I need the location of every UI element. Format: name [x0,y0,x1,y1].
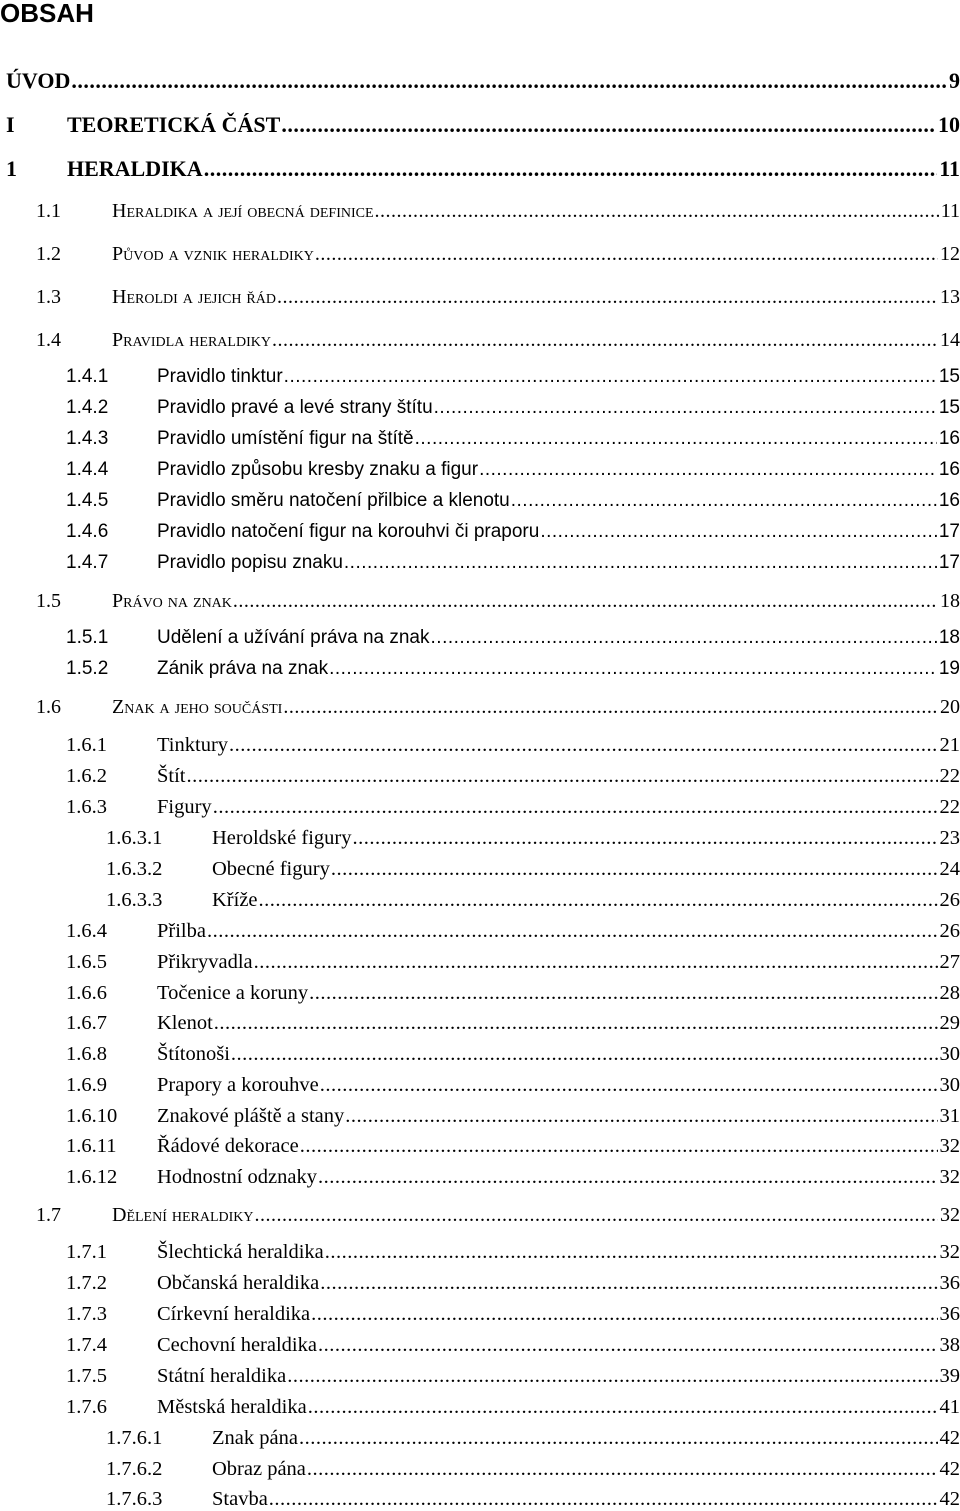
toc-title: Přikryvadla [157,951,253,973]
toc-entry[interactable] [0,68,960,94]
toc-title: Klenot [157,1012,213,1034]
toc-page: 39 [939,1365,960,1387]
toc-title: Heroldi a jejich řád [112,286,276,308]
toc-entry[interactable] [0,1204,960,1227]
toc-number: 1.6.3.2 [106,858,163,880]
toc-title: Původ a vznik heraldiky [112,243,314,265]
toc-leader [277,286,938,309]
toc-leader [272,329,938,352]
toc-page: 22 [939,765,960,787]
toc-leader [229,734,937,757]
toc-title: Občanská heraldika [157,1272,320,1294]
toc-title: Dělení heraldiky [112,1204,254,1226]
toc-page: 23 [939,827,960,849]
toc-entry[interactable] [0,156,960,182]
toc-number: 1.6.3 [66,796,107,818]
toc-number: 1.7 [36,1204,61,1226]
toc-leader [344,552,937,574]
toc-entry[interactable] [0,366,960,388]
toc-page: 22 [939,796,960,818]
toc-entry[interactable] [0,765,960,788]
toc-page: 42 [939,1427,960,1449]
toc-leader [231,1043,938,1066]
toc-page: 36 [939,1303,960,1325]
toc-title: Šlechtická heraldika [157,1241,324,1263]
toc-number: 1.2 [36,243,61,265]
toc-leader [315,243,938,266]
toc-entry[interactable] [0,920,960,943]
toc-title: Pravidlo pravé a levé strany štítu [157,397,433,418]
toc-leader [308,1396,938,1419]
toc-leader [255,1204,938,1227]
toc-entry[interactable] [0,858,960,881]
toc-entry[interactable] [0,889,960,912]
toc-title: Pravidlo tinktur [157,366,283,387]
toc-page: 26 [939,889,960,911]
toc-entry[interactable] [0,200,960,223]
toc-entry[interactable] [0,552,960,574]
toc-title: Figury [157,796,212,818]
toc-title: Pravidlo směru natočení přilbice a klenotu [157,490,510,511]
toc-title: HERALDIKA [67,156,203,181]
toc-page: 21 [939,734,960,756]
toc-number: 1.6.2 [66,765,107,787]
toc-number: 1.4.6 [66,521,109,542]
toc-title: Pravidlo popisu znaku [157,552,343,573]
toc-leader [207,920,938,943]
toc-number: 1.4.5 [66,490,109,511]
toc-entry[interactable] [0,521,960,543]
toc-page: 28 [939,982,960,1004]
toc-entry[interactable] [0,397,960,419]
toc-title: Cechovní heraldika [157,1334,317,1356]
toc-page: 16 [938,490,960,511]
toc-number: 1.4.3 [66,428,109,449]
toc-page: 42 [939,1488,960,1510]
toc-title: Udělení a užívání práva na znak [157,627,430,648]
toc-title: Hodnostní odznaky [157,1166,317,1188]
toc-page: 10 [938,112,960,137]
toc-leader [415,428,937,450]
toc-page: 16 [938,428,960,449]
toc-leader [309,982,937,1005]
toc-entry[interactable] [0,1074,960,1097]
toc-title: Prapory a korouhve [157,1074,319,1096]
toc-title: ÚVOD [6,68,71,93]
toc-title: Právo na znak [112,590,232,612]
toc-entry[interactable] [0,1166,960,1189]
toc-entry[interactable] [0,1427,960,1450]
toc-title: Tinktury [157,734,229,756]
toc-entry[interactable] [0,827,960,850]
toc-entry[interactable] [0,1458,960,1481]
toc-page: 9 [949,68,960,93]
toc-entry[interactable] [0,1334,960,1357]
toc-title: Pravidla heraldiky [112,329,271,351]
toc-entry[interactable] [0,1396,960,1419]
toc-number: 1.1 [36,200,61,222]
toc-number: 1.7.6 [66,1396,107,1418]
toc-leader [284,366,937,388]
toc-number: 1.7.4 [66,1334,107,1356]
toc-number: 1.7.6.2 [106,1458,163,1480]
toc-title: Obecné figury [212,858,330,880]
toc-page: 11 [940,200,960,222]
toc-number: 1.6.9 [66,1074,107,1096]
toc-page: 32 [940,1204,960,1226]
toc-leader [281,112,936,138]
toc-leader [311,1303,937,1326]
toc-leader [299,1427,938,1450]
toc-title: Přilba [157,920,206,942]
toc-entry[interactable] [0,658,960,680]
toc-page: 19 [938,658,960,679]
toc-title: Církevní heraldika [157,1303,311,1325]
toc-title: Znak a jeho součásti [112,696,283,718]
toc-page: 15 [938,366,960,387]
toc-number: 1.3 [36,286,61,308]
toc-entry[interactable] [0,590,960,613]
toc-title: Pravidlo natočení figur na korouhvi či praporu [157,521,540,542]
toc-entry[interactable] [0,459,960,481]
toc-number: 1.6.1 [66,734,107,756]
toc-number: 1.4.2 [66,397,109,418]
toc-number: 1.4.4 [66,459,109,480]
toc-title: Pravidlo umístění figur na štítě [157,428,414,449]
toc-page: 14 [940,329,960,351]
toc-leader [345,1105,937,1128]
toc-title: Zánik práva na znak [157,658,329,679]
toc-number: 1.6.11 [66,1135,117,1157]
toc-leader [318,1334,938,1357]
toc-leader [320,1074,938,1097]
toc-entry[interactable] [0,696,960,719]
toc-title: Štít [157,765,186,787]
toc-leader [259,889,938,912]
toc-entry[interactable] [0,112,960,138]
toc-number: 1.7.6.1 [106,1427,163,1449]
toc-number: 1.7.2 [66,1272,107,1294]
toc-title: Státní heraldika [157,1365,287,1387]
toc-page: 31 [939,1105,960,1127]
toc-entry[interactable] [0,1303,960,1326]
toc-title: Znak pána [212,1427,298,1449]
toc-title: Kříže [212,889,258,911]
toc-leader [204,156,938,182]
toc-entry[interactable] [0,1043,960,1066]
toc-leader [540,521,937,543]
toc-leader [307,1458,938,1481]
toc-page: 24 [939,858,960,880]
toc-leader [511,490,937,512]
toc-page: 12 [940,243,960,265]
toc-leader [269,1488,938,1511]
toc-page: 26 [939,920,960,942]
toc-entry[interactable] [0,951,960,974]
toc-page: 30 [939,1074,960,1096]
toc-leader [434,397,937,419]
toc-title: Městská heraldika [157,1396,307,1418]
toc-leader [71,68,947,94]
toc-page: 32 [939,1241,960,1263]
toc-leader [331,858,938,881]
toc-page: 36 [939,1272,960,1294]
toc-entry[interactable] [0,982,960,1005]
toc-entry[interactable] [0,1272,960,1295]
toc-page: 38 [939,1334,960,1356]
toc-leader [287,1365,937,1388]
toc-leader [300,1135,938,1158]
toc-title: Znakové pláště a stany [157,1105,345,1127]
toc-number: 1.5.2 [66,658,109,679]
toc-leader [213,796,938,819]
toc-number: 1.6.10 [66,1105,118,1127]
toc-leader [479,459,937,481]
toc-entry[interactable] [0,734,960,757]
toc-leader [254,951,938,974]
toc-title: TEORETICKÁ ČÁST [67,112,281,137]
toc-page: 29 [939,1012,960,1034]
toc-page: 17 [938,521,960,542]
toc-page: 30 [939,1043,960,1065]
toc-number: 1.4.7 [66,552,109,573]
toc-page: 11 [939,156,960,181]
toc-leader [329,658,937,680]
toc-number: 1.7.5 [66,1365,107,1387]
page-title: OBSAH [0,0,94,28]
toc-entry[interactable] [0,796,960,819]
toc-page: 18 [940,590,960,612]
toc-number: 1.5 [36,590,61,612]
toc-leader [375,200,939,223]
toc-number: 1.5.1 [66,627,109,648]
toc-entry[interactable] [0,286,960,309]
toc-number: 1.6.6 [66,982,107,1004]
toc-title: Točenice a koruny [157,982,309,1004]
toc-entry[interactable] [0,627,960,649]
toc-number: 1.4 [36,329,61,351]
toc-leader [320,1272,937,1295]
toc-leader [283,696,938,719]
toc-title: Stavba [212,1488,268,1510]
toc-page: 16 [938,459,960,480]
toc-entry[interactable] [0,1365,960,1388]
toc-number: 1.6.4 [66,920,107,942]
toc-number: 1.7.3 [66,1303,107,1325]
toc-leader [318,1166,938,1189]
toc-title: Řádové dekorace [157,1135,299,1157]
toc-page: 15 [938,397,960,418]
toc-title: Pravidlo způsobu kresby znaku a figur [157,459,479,480]
toc-title: Heroldské figury [212,827,352,849]
toc-number: 1.6.3.1 [106,827,163,849]
toc-page: 41 [939,1396,960,1418]
toc-entry[interactable] [0,243,960,266]
toc-entry[interactable] [0,329,960,352]
toc-page: 13 [940,286,960,308]
toc-entry[interactable] [0,1012,960,1035]
toc-number: 1.6.7 [66,1012,107,1034]
toc-leader [431,627,937,649]
toc-page: 17 [938,552,960,573]
toc-leader [325,1241,938,1264]
toc-number: 1.6.5 [66,951,107,973]
toc-leader [352,827,937,850]
toc-entry[interactable] [0,428,960,450]
toc-page: 42 [939,1458,960,1480]
toc-page: 32 [939,1166,960,1188]
toc-title: Heraldika a její obecná definice [112,200,374,222]
toc-number: 1.6.12 [66,1166,118,1188]
toc-leader [214,1012,938,1035]
toc-title: Štítonoši [157,1043,230,1065]
toc-title: Obraz pána [212,1458,306,1480]
toc-number: 1.6.3.3 [106,889,163,911]
toc-entry[interactable] [0,1241,960,1264]
toc-leader [233,590,938,613]
toc-entry[interactable] [0,1488,960,1511]
toc-entry[interactable] [0,490,960,512]
toc-number: 1.6.8 [66,1043,107,1065]
toc-number: I [6,112,15,137]
toc-number: 1.6 [36,696,61,718]
toc-number: 1.4.1 [66,366,109,387]
toc-page: 18 [938,627,960,648]
toc-entry[interactable] [0,1135,960,1158]
toc-page: 32 [939,1135,960,1157]
toc-entry[interactable] [0,1105,960,1128]
toc-page: 27 [939,951,960,973]
toc-number: 1.7.6.3 [106,1488,163,1510]
toc-page: 20 [940,696,960,718]
toc-number: 1.7.1 [66,1241,107,1263]
toc-number: 1 [6,156,17,181]
toc-leader [187,765,938,788]
